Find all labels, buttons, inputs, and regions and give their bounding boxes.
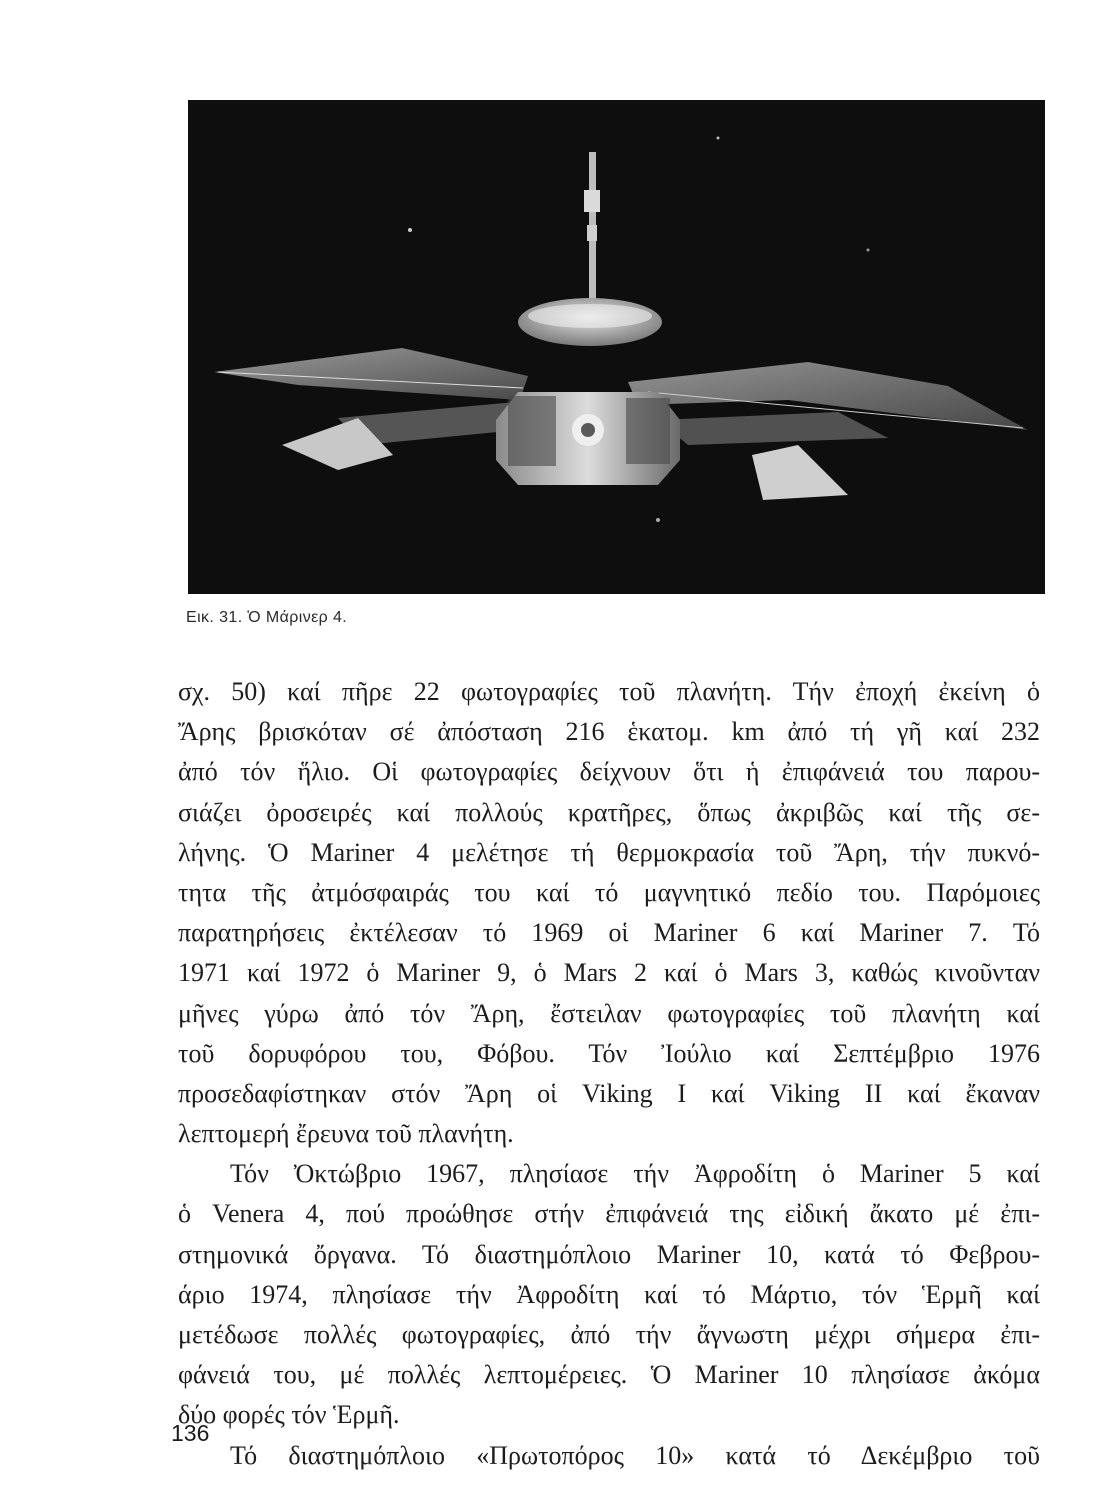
text-line: τοῦ δορυφόρου του, Φόβου. Τόν Ἰούλιο καί Σεπτέμβριο 1976 — [178, 1038, 1040, 1068]
text-line: προσεδαφίστηκαν στόν Ἄρη οἱ Viking I καί Viking II καί ἔκαναν — [178, 1078, 1040, 1108]
text-line: ὁ Venera 4, πού προώθησε στήν ἐπιφάνειά της εἰδική ἄκατο μέ ἐπι- — [178, 1199, 1040, 1229]
text-line: ἀπό τόν ἥλιο. Οἱ φωτογραφίες δείχνουν ὅτι ἡ ἐπιφάνειά του παρου- — [178, 757, 1040, 787]
page-number: 136 — [171, 1420, 210, 1446]
text-line: λήνης. Ὁ Mariner 4 μελέτησε τή θερμοκρασία τοῦ Ἄρη, τήν πυκνό- — [178, 837, 1040, 867]
text-line: μῆνες γύρω ἀπό τόν Ἄρη, ἔστειλαν φωτογραφίες τοῦ πλανήτη καί — [178, 998, 1040, 1028]
spacecraft-photo — [188, 100, 1045, 594]
text-line: στημονικά ὄργανα. Τό διαστημόπλοιο Mariner 10, κατά τό Φεβρου- — [178, 1239, 1040, 1269]
text-line: φάνειά του, μέ πολλές λεπτομέρειες. Ὁ Mariner 10 πλησίασε ἀκόμα — [178, 1360, 1040, 1390]
mariner-spacecraft-illustration — [188, 100, 1045, 594]
text-line: Τόν Ὀκτώβριο 1967, πλησίασε τήν Ἀφροδίτη ὁ Mariner 5 καί — [230, 1159, 1040, 1189]
text-line: 1971 καί 1972 ὁ Mariner 9, ὁ Mars 2 καί ὁ Mars 3, καθώς κινοῦνταν — [178, 958, 1040, 988]
text-line: Τό διαστημόπλοιο «Πρωτοπόρος 10» κατά τό Δεκέμβριο τοῦ — [230, 1440, 1040, 1470]
figure-caption: Εικ. 31. Ὁ Μάρινερ 4. — [186, 609, 348, 626]
body-text — [178, 672, 1040, 1476]
text-line: παρατηρήσεις ἐκτέλεσαν τό 1969 οἱ Mariner 6 καί Mariner 7. Τό — [178, 918, 1040, 948]
text-line: σχ. 50) καί πῆρε 22 φωτογραφίες τοῦ πλανήτη. Τήν ἐποχή ἐκείνη ὁ — [178, 677, 1040, 706]
text-line: λεπτομερή ἔρευνα τοῦ πλανήτη. — [178, 1119, 514, 1149]
text-line: Ἄρης βρισκόταν σέ ἀπόσταση 216 ἑκατομ. km ἀπό τή γῆ καί 232 — [178, 717, 1040, 747]
text-line: άριο 1974, πλησίασε τήν Ἀφροδίτη καί τό Μάρτιο, τόν Ἑρμῆ καί — [178, 1279, 1040, 1309]
text-line: σιάζει ὀροσειρές καί πολλούς κρατῆρες, ὅπως ἀκριβῶς καί τῆς σε- — [178, 797, 1040, 827]
text-line: μετέδωσε πολλές φωτογραφίες, ἀπό τήν ἄγνωστη μέχρι σήμερα ἐπι- — [178, 1320, 1040, 1349]
text-line: τητα τῆς ἀτμόσφαιράς του καί τό μαγνητικό πεδίο του. Παρόμοιες — [178, 877, 1040, 907]
text-line: δύο φορές τόν Ἑρμῆ. — [178, 1400, 400, 1430]
